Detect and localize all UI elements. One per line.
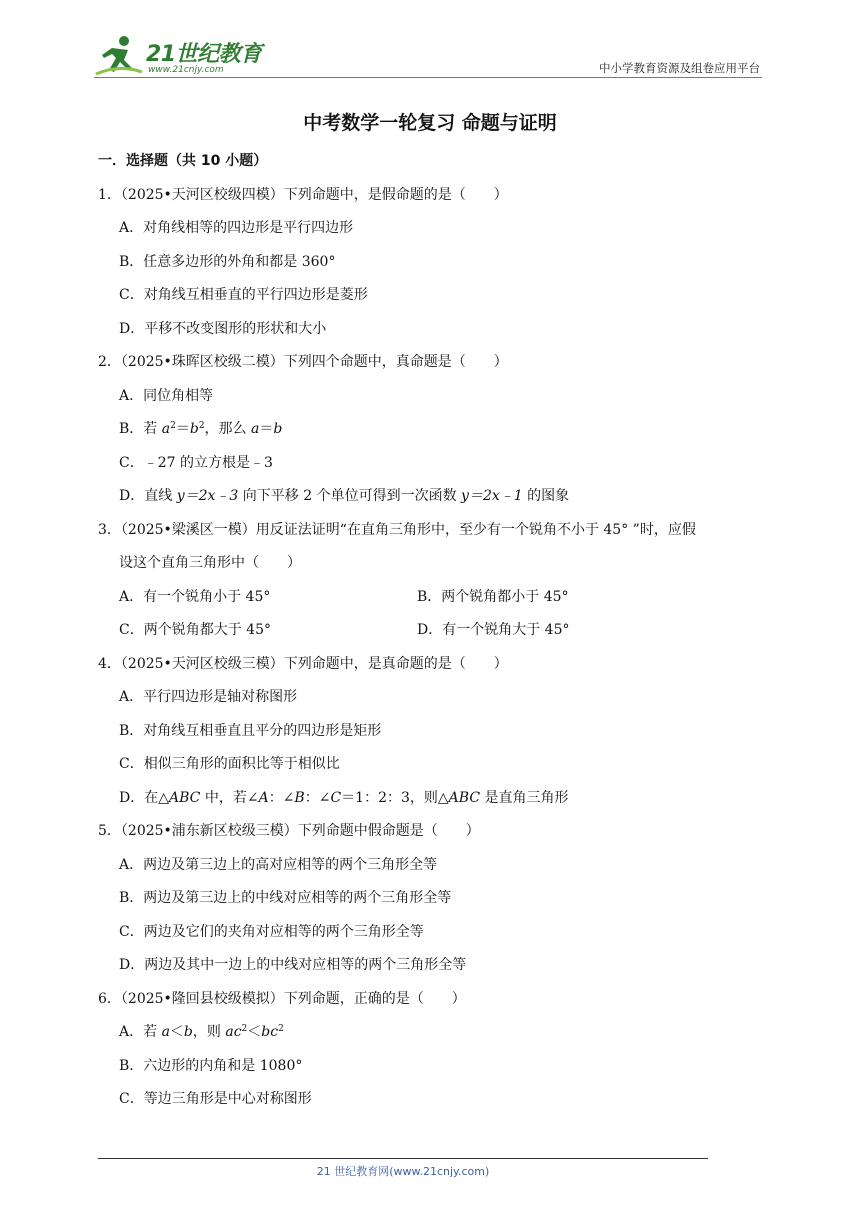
question-1-option-a: A．对角线相等的四边形是平行四边形 bbox=[119, 220, 354, 236]
question-2-stem: 2．（2025•珠晖区校级二模）下列四个命题中，真命题是（ ） bbox=[98, 354, 508, 370]
question-5-option-a: A．两边及第三边上的高对应相等的两个三角形全等 bbox=[119, 856, 438, 873]
question-5-option-b: B．两边及第三边上的中线对应相等的两个三角形全等 bbox=[119, 890, 452, 906]
question-list bbox=[98, 151, 768, 1123]
question-3-option-c: C．两个锐角都大于 45° bbox=[119, 622, 271, 638]
logo bbox=[94, 34, 264, 78]
question-6-stem: 6．（2025•隆回县校级模拟）下列命题，正确的是（ ） bbox=[98, 990, 466, 1007]
question-3-stem-cont: 设这个直角三角形中（ ） bbox=[119, 555, 301, 571]
question-4-option-c: C．相似三角形的面积比等于相似比 bbox=[119, 756, 340, 772]
question-3-option-b: B．两个锐角都小于 45° bbox=[417, 588, 569, 605]
question-5-option-c: C．两边及它们的夹角对应相等的两个三角形全等 bbox=[119, 923, 424, 940]
question-6-option-a: A．若 a＜b，则 $ac^2<bc^2$ bbox=[119, 1024, 284, 1040]
section-heading: 一．选择题（共 10 小题） bbox=[98, 153, 268, 169]
logo-url: www.21cnjy.com bbox=[148, 65, 224, 75]
question-2-option-a: A．同位角相等 bbox=[119, 387, 214, 404]
header-divider bbox=[94, 77, 762, 78]
footer-link[interactable]: 21 世纪教育网(www.21cnjy.com) bbox=[316, 1165, 490, 1178]
question-4-option-d: D．在△ABC 中，若∠A：∠B：∠C＝1：2：3，则△ABC 是直角三角形 bbox=[119, 789, 569, 806]
question-4-option-b: B．对角线互相垂直且平分的四边形是矩形 bbox=[119, 722, 382, 739]
question-3-options-row-1 bbox=[98, 587, 768, 621]
question-3-options-row-2 bbox=[98, 620, 768, 654]
logo-title: 21世纪教育 bbox=[146, 42, 262, 67]
question-1-option-b: B．任意多边形的外角和都是 360° bbox=[119, 253, 336, 270]
question-2-option-c: C．﹣27 的立方根是﹣3 bbox=[119, 454, 273, 471]
question-3-option-d: D．有一个锐角大于 45° bbox=[417, 622, 570, 638]
footer-divider bbox=[98, 1158, 708, 1159]
question-1-stem: 1．（2025•天河区校级四模）下列命题中，是假命题的是（ ） bbox=[98, 186, 508, 203]
runner-logo-icon bbox=[94, 34, 144, 78]
question-4-stem: 4．（2025•天河区校级三模）下列命题中，是真命题的是（ ） bbox=[98, 655, 508, 672]
question-3-option-a: A．有一个锐角小于 45° bbox=[119, 588, 271, 605]
page-header bbox=[94, 30, 762, 80]
question-6-option-c: C．等边三角形是中心对称图形 bbox=[119, 1091, 312, 1107]
question-1-option-c: C．对角线互相垂直的平行四边形是菱形 bbox=[119, 287, 368, 303]
platform-name: 中小学教育资源及组卷应用平台 bbox=[599, 61, 760, 75]
page-title: 中考数学一轮复习 命题与证明 bbox=[303, 112, 557, 134]
question-3-stem: 3．（2025•梁溪区一模）用反证法证明“在直角三角形中，至少有一个锐角不小于 45° ”时，应假 bbox=[98, 521, 696, 538]
question-4-option-a: A．平行四边形是轴对称图形 bbox=[119, 689, 298, 705]
question-2-option-b: B．若 $a^2=b^2$，那么 a＝b bbox=[119, 421, 283, 437]
question-6-option-b: B．六边形的内角和是 1080° bbox=[119, 1057, 303, 1074]
question-5-option-d: D．两边及其中一边上的中线对应相等的两个三角形全等 bbox=[119, 957, 467, 973]
question-5-stem: 5．（2025•浦东新区校级三模）下列命题中假命题是（ ） bbox=[98, 823, 480, 839]
question-1-option-d: D．平移不改变图形的形状和大小 bbox=[119, 320, 327, 337]
question-2-option-d: D．直线 y＝2x﹣3 向下平移 2 个单位可得到一次函数 y＝2x﹣1 的图象 bbox=[119, 488, 570, 504]
